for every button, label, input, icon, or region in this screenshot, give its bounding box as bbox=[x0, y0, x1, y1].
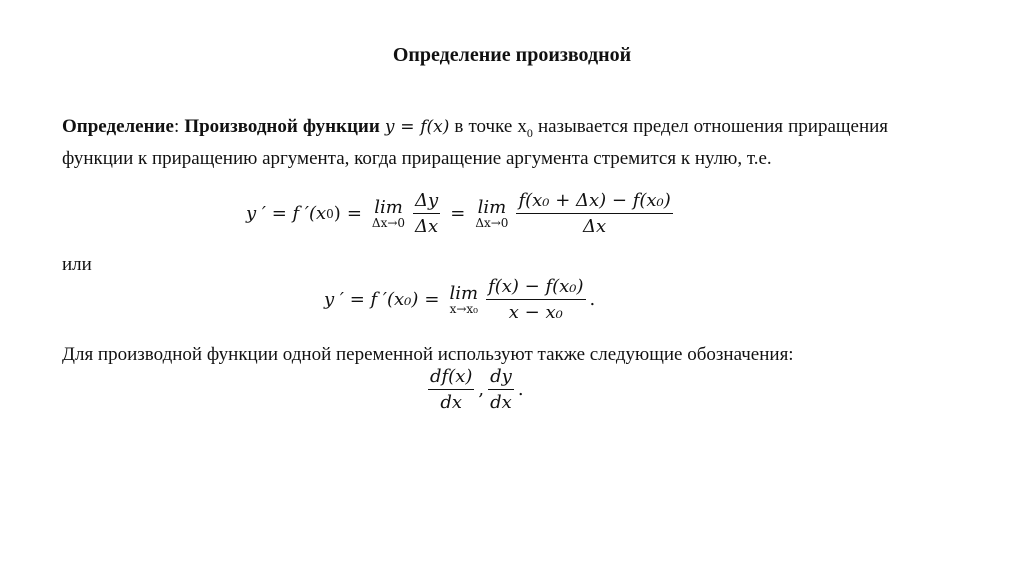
f1-lhs: y ′ = f ′(x bbox=[246, 203, 327, 224]
f1-lhs-close: ) bbox=[333, 203, 341, 224]
lim-subscript: Δx→0 bbox=[371, 216, 406, 230]
lim-subscript: x→x₀ bbox=[449, 302, 478, 316]
f1-fraction-2 bbox=[516, 190, 672, 237]
denominator: dx bbox=[440, 392, 463, 413]
page-title: Определение производной bbox=[392, 44, 632, 66]
definition-text-rest: называется предел отношения приращения функции к приращению аргумента, когда приращение аргумента стремится к нулю, т.е. bbox=[62, 116, 889, 169]
f3-fraction-2 bbox=[488, 366, 514, 413]
derivative-formula-delta bbox=[246, 190, 677, 237]
definition-term: Производной функции bbox=[184, 116, 380, 137]
numerator: Δy bbox=[413, 190, 440, 214]
denominator: Δx bbox=[583, 216, 607, 237]
definition-paragraph bbox=[62, 114, 888, 172]
f2-eq: = bbox=[424, 289, 440, 310]
notation-text: Для производной функции одной переменной используют также следующие обозначения: bbox=[62, 344, 794, 365]
f1-lhs-sub: 0 bbox=[326, 206, 334, 221]
denominator: dx bbox=[490, 392, 512, 413]
f2-fraction bbox=[486, 276, 585, 323]
derivative-formula-limit bbox=[324, 276, 595, 323]
definition-text-point: в точке x bbox=[454, 116, 527, 137]
f1-eq-1: = bbox=[346, 203, 362, 224]
f2-lhs: y ′ = f ′(x₀) bbox=[324, 289, 419, 310]
numerator: f(x) − f(x₀) bbox=[486, 276, 585, 300]
lim-subscript: Δx→0 bbox=[475, 216, 509, 230]
f1-fraction-1 bbox=[413, 190, 440, 237]
f1-limit-1 bbox=[372, 197, 405, 230]
definition-label: Определение bbox=[62, 116, 174, 137]
lim-label: lim bbox=[477, 197, 507, 218]
or-text: или bbox=[62, 254, 92, 275]
numerator: df(x) bbox=[428, 366, 474, 390]
inline-math-function: y = f(x) bbox=[384, 117, 450, 137]
f1-eq-2: = bbox=[450, 203, 466, 224]
lim-label: lim bbox=[374, 197, 403, 218]
f3-comma: , bbox=[478, 379, 485, 400]
definition-colon: : bbox=[173, 116, 180, 137]
subscript-zero: 0 bbox=[526, 125, 533, 140]
lim-label: lim bbox=[449, 283, 479, 304]
f2-period: . bbox=[589, 289, 596, 310]
numerator: dy bbox=[488, 366, 514, 390]
notation-formula bbox=[424, 366, 524, 413]
denominator: Δx bbox=[415, 216, 439, 237]
f1-limit-2 bbox=[475, 197, 508, 230]
f2-limit bbox=[449, 283, 478, 316]
numerator: f(x₀ + Δx) − f(x₀) bbox=[516, 190, 672, 214]
f3-fraction-1 bbox=[428, 366, 474, 413]
denominator: x − x₀ bbox=[508, 302, 563, 323]
f3-period: . bbox=[517, 379, 524, 400]
